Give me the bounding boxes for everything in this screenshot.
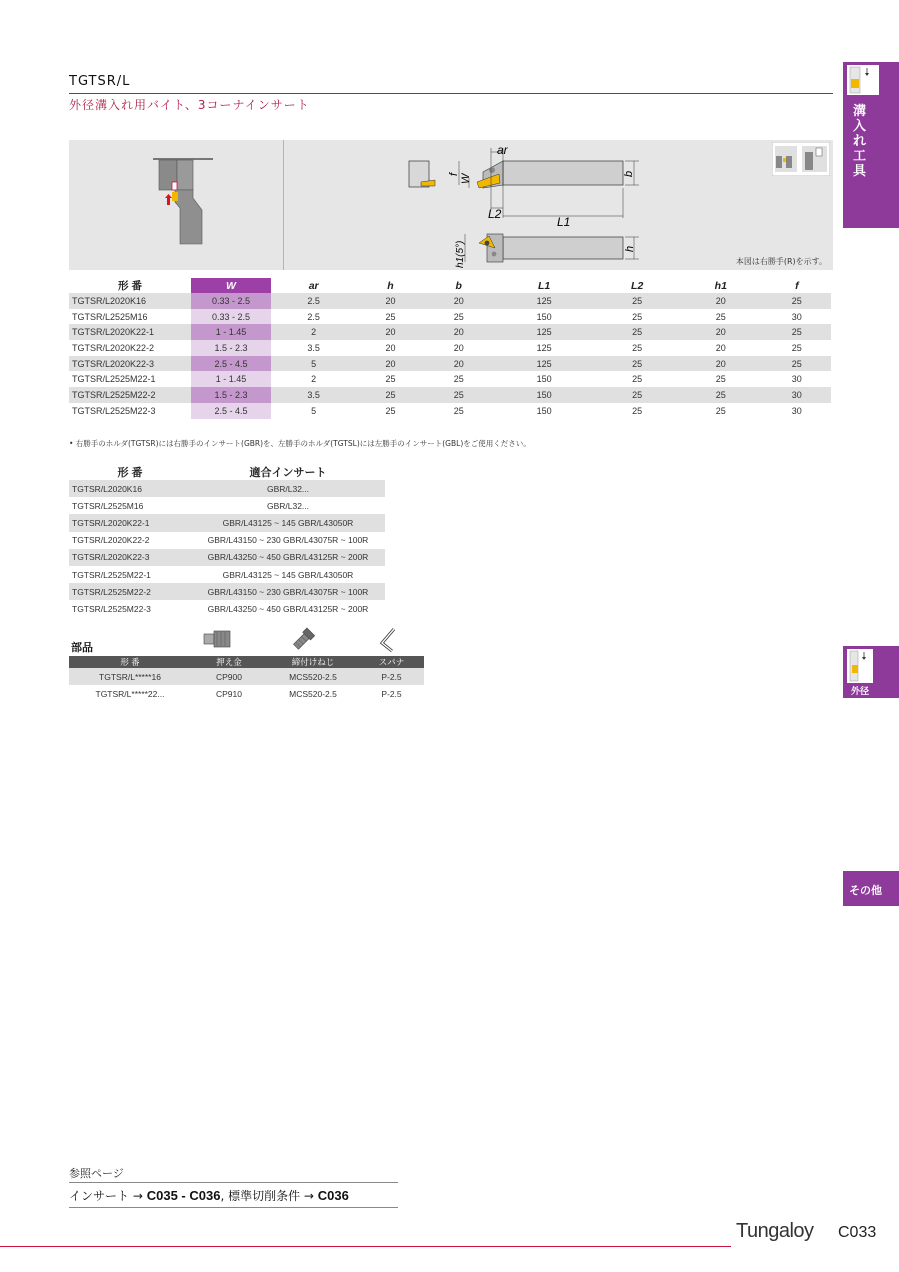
spec-note: • 右勝手のホルダ(TGTSR)には右勝手のインサート(GBR)を、左勝手のホルダ(TGTSL)には左勝手のインサート(GBL)をご使用ください。: [69, 439, 531, 448]
label-h: h: [624, 245, 636, 252]
value-cell: 125: [536, 342, 552, 353]
value-cell: 5: [271, 356, 356, 372]
value-cell: 2: [311, 374, 317, 385]
w-cell: 1 - 1.45: [191, 371, 271, 387]
side-tab-grooving-label: 溝入れ工具: [853, 104, 867, 179]
reference-separator: ,: [220, 1189, 229, 1203]
value-cell: 25: [425, 387, 493, 403]
spec-header-model: 形 番: [118, 280, 142, 292]
spec-header-h: h: [387, 279, 394, 292]
arrow-icon: →: [303, 1189, 318, 1203]
value-cell: 20: [425, 324, 493, 340]
table-row: [69, 309, 831, 325]
side-tab-external-label: 外径: [851, 687, 870, 697]
value-cell: 20: [356, 324, 424, 340]
value-cell: 25: [453, 405, 464, 416]
spec-header-b: b: [455, 279, 462, 292]
value-cell: 25: [715, 311, 726, 322]
value-cell: 25: [632, 342, 643, 353]
value-cell: 125: [493, 293, 595, 309]
insert-cell: GBR/L43125 ~ 145 GBR/L43050R: [222, 569, 354, 580]
table-row: [69, 340, 831, 356]
table-row: [69, 583, 385, 600]
table-row: [69, 480, 385, 497]
value-cell: 20: [425, 293, 493, 309]
diagram-divider: [283, 140, 284, 270]
grooving-tool-icon: [847, 65, 879, 95]
model-cell: TGTSR/L2020K16: [69, 480, 191, 497]
value-cell: 150: [536, 311, 552, 322]
spec-header-row: [69, 278, 831, 293]
header-divider: [69, 93, 833, 94]
table-row: [69, 549, 385, 566]
model-cell: TGTSR/L2525M16: [72, 500, 144, 511]
parts-cell: P-2.5: [359, 668, 424, 685]
value-cell: 20: [715, 342, 726, 353]
value-cell: 2: [271, 324, 356, 340]
reference-divider-bottom: [69, 1207, 398, 1208]
spec-header-w: W: [191, 278, 271, 293]
value-cell: 20: [356, 356, 424, 372]
brand-logo: Tungaloy: [736, 1220, 814, 1242]
label-b: b: [623, 170, 635, 177]
value-cell: 25: [763, 293, 831, 309]
label-l2: L2: [488, 207, 502, 221]
insert-cell: GBR/L32...: [191, 480, 385, 497]
model-cell: TGTSR/L2525M22-3: [72, 603, 151, 614]
value-cell: 30: [791, 311, 802, 322]
clamp-icon: [202, 627, 232, 649]
value-cell: 25: [453, 374, 464, 385]
value-cell: 20: [425, 356, 493, 372]
model-cell: TGTSR/L2525M22-2: [69, 583, 191, 600]
parts-title: 部品: [71, 641, 93, 654]
reference-links: [69, 1187, 349, 1204]
mounting-illustration: [69, 140, 283, 270]
side-tab-other-label: その他: [849, 884, 882, 897]
value-cell: 30: [791, 374, 802, 385]
table-row: [69, 668, 424, 685]
side-tab-external[interactable]: [843, 646, 899, 698]
w-cell: 1 - 1.45: [191, 324, 271, 340]
label-ar: ar: [497, 143, 508, 157]
value-cell: 150: [493, 387, 595, 403]
parts-cell: TGTSR/L*****22...: [95, 688, 165, 699]
spec-header-ar: ar: [308, 279, 319, 292]
insert-cell: GBR/L43250 ~ 450 GBR/L43125R ~ 200R: [191, 549, 385, 566]
table-row: [69, 566, 385, 583]
model-cell: TGTSR/L2020K22-3: [69, 549, 191, 566]
model-cell: TGTSR/L2525M22-1: [72, 569, 151, 580]
spec-table: [69, 278, 831, 419]
reference-cond-page[interactable]: C036: [317, 1188, 349, 1203]
reference-title: 参照ページ: [69, 1167, 124, 1180]
value-cell: 25: [595, 293, 679, 309]
value-cell: 2.5: [307, 311, 320, 322]
value-cell: 25: [385, 374, 396, 385]
model-cell: TGTSR/L2020K22-3: [69, 356, 191, 372]
value-cell: 30: [763, 387, 831, 403]
parts-cell: P-2.5: [381, 688, 402, 699]
insert-header-row: [69, 463, 385, 480]
parts-header-wrench: スパナ: [359, 656, 424, 668]
w-cell: 1.5 - 2.3: [191, 387, 271, 403]
table-row: [69, 532, 385, 549]
tool-diagram: [69, 140, 833, 270]
page-number: C033: [838, 1224, 877, 1241]
model-cell: TGTSR/L2525M22-2: [69, 387, 191, 403]
screw-icon: [287, 627, 317, 653]
parts-cell: MCS520-2.5: [267, 668, 359, 685]
parts-cell: CP900: [191, 668, 267, 685]
value-cell: 20: [385, 342, 396, 353]
table-row: [69, 293, 831, 309]
insert-header-model: 形 番: [117, 466, 143, 479]
external-grooving-icon: [847, 649, 873, 683]
value-cell: 25: [632, 311, 643, 322]
table-row: [69, 403, 831, 419]
value-cell: 25: [715, 405, 726, 416]
value-cell: 25: [632, 405, 643, 416]
value-cell: 25: [763, 356, 831, 372]
hex-wrench-icon: [378, 627, 402, 653]
value-cell: 25: [385, 405, 396, 416]
view-icons: [772, 142, 830, 176]
value-cell: 25: [595, 387, 679, 403]
table-row: [69, 685, 424, 702]
diagram-note: 本図は右勝手(R)を示す。: [735, 257, 827, 266]
table-row: [69, 371, 831, 387]
model-cell: TGTSR/L2020K16: [69, 293, 191, 309]
insert-cell: GBR/L43150 ~ 230 GBR/L43075R ~ 100R: [207, 535, 369, 546]
insert-cell: GBR/L43150 ~ 230 GBR/L43075R ~ 100R: [191, 583, 385, 600]
w-cell: 2.5 - 4.5: [191, 403, 271, 419]
value-cell: 25: [385, 311, 396, 322]
label-l1: L1: [557, 215, 571, 229]
model-cell: TGTSR/L2020K22-2: [72, 535, 150, 546]
value-cell: 25: [715, 374, 726, 385]
label-f: f: [448, 172, 460, 176]
table-row: [69, 324, 831, 340]
value-cell: 150: [536, 374, 552, 385]
model-cell: TGTSR/L2020K22-1: [69, 514, 191, 531]
parts-header-clamp: 押え金: [191, 656, 267, 668]
table-row: [69, 356, 831, 372]
w-cell: 1.5 - 2.3: [191, 340, 271, 356]
value-cell: 25: [595, 356, 679, 372]
parts-cell: TGTSR/L*****16: [69, 668, 191, 685]
label-w: W: [460, 173, 472, 184]
value-cell: 150: [536, 405, 552, 416]
value-cell: 20: [679, 356, 763, 372]
parts-cell: CP910: [216, 688, 242, 699]
reference-insert-pages[interactable]: C035 - C036: [146, 1188, 221, 1203]
spec-header-l2: L2: [631, 279, 644, 292]
reference-divider-top: [69, 1182, 398, 1183]
insert-cell: GBR/L43125 ~ 145 GBR/L43050R: [191, 514, 385, 531]
value-cell: 20: [356, 293, 424, 309]
value-cell: 3.5: [307, 342, 320, 353]
label-h1: h1(5°): [455, 240, 466, 268]
spec-header-h1: h1: [714, 279, 727, 292]
value-cell: 25: [453, 311, 464, 322]
value-cell: 20: [679, 324, 763, 340]
w-cell: 0.33 - 2.5: [191, 309, 271, 325]
table-row: [69, 514, 385, 531]
value-cell: 25: [763, 324, 831, 340]
page-subtitle: 外径溝入れ用バイト、3コーナインサート: [69, 98, 310, 112]
w-cell: 0.33 - 2.5: [191, 293, 271, 309]
side-tab-grooving[interactable]: [843, 62, 899, 228]
value-cell: 25: [632, 374, 643, 385]
insert-table: [69, 463, 385, 618]
value-cell: 20: [453, 342, 464, 353]
model-cell: TGTSR/L2525M22-3: [72, 405, 156, 416]
value-cell: 20: [679, 293, 763, 309]
spec-header-l1: L1: [538, 279, 551, 292]
value-cell: 25: [679, 387, 763, 403]
model-cell: TGTSR/L2525M22-1: [72, 374, 156, 385]
value-cell: 25: [791, 342, 802, 353]
w-cell: 2.5 - 4.5: [191, 356, 271, 372]
reference-insert-label: インサート: [69, 1189, 130, 1203]
arrow-icon: →: [132, 1189, 147, 1203]
value-cell: 3.5: [271, 387, 356, 403]
value-cell: 125: [493, 324, 595, 340]
table-row: [69, 387, 831, 403]
insert-header-insert: 適合インサート: [249, 466, 327, 479]
dimension-drawing: [399, 140, 819, 270]
table-row: [69, 600, 385, 617]
value-cell: 30: [791, 405, 802, 416]
table-row: [69, 497, 385, 514]
parts-cell: MCS520-2.5: [289, 688, 337, 699]
value-cell: 2.5: [271, 293, 356, 309]
value-cell: 25: [595, 324, 679, 340]
parts-header-model: 形 番: [69, 656, 191, 668]
side-tab-other[interactable]: [843, 871, 899, 906]
value-cell: 125: [493, 356, 595, 372]
insert-cell: GBR/L32...: [266, 500, 310, 511]
parts-table: [69, 656, 424, 702]
insert-cell: GBR/L43250 ~ 450 GBR/L43125R ~ 200R: [207, 603, 369, 614]
page-title: TGTSR/L: [69, 74, 131, 89]
model-cell: TGTSR/L2020K22-2: [72, 342, 155, 353]
model-cell: TGTSR/L2525M16: [72, 311, 148, 322]
reference-cond-label: 標準切削条件: [228, 1189, 301, 1203]
value-cell: 25: [356, 387, 424, 403]
footer-divider: [0, 1246, 731, 1247]
parts-header-screw: 締付けねじ: [267, 656, 359, 668]
value-cell: 5: [311, 405, 317, 416]
spec-header-f: f: [795, 279, 799, 292]
parts-header-row: [69, 656, 424, 668]
model-cell: TGTSR/L2020K22-1: [69, 324, 191, 340]
